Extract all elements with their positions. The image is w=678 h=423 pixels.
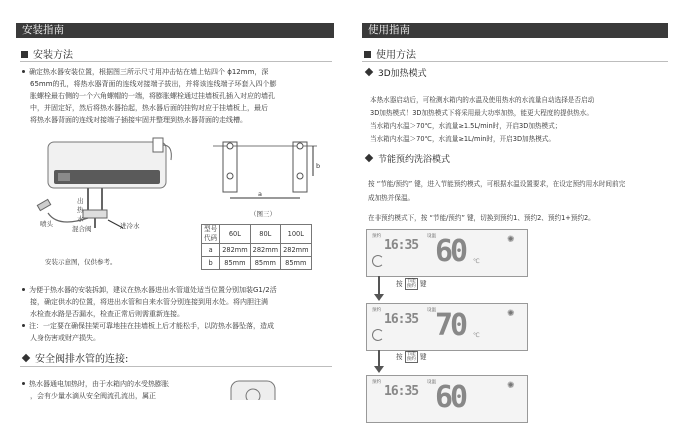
notes-line-2: 接，确定供水的位置，将进出水管和自来水管分别连接到用水处。将内胆注满 <box>30 298 268 306</box>
table-row <box>202 244 312 257</box>
install-line-5: 将热水器背面的连线对接端子插接牢固并整理到热水器背面的走线槽。 <box>30 116 247 124</box>
table-header-corner: 型号 代码 <box>202 225 220 244</box>
label-out: 出 <box>77 197 84 205</box>
label-hot: 热 <box>77 206 84 214</box>
notes-line-4: 注：一定要在确保挂架可靠地挂在挂墙板上后才能松手，以防热水器坠落，造成 <box>22 320 334 332</box>
install-section-title <box>21 46 73 61</box>
table-cell: 282mm <box>220 244 250 257</box>
heating-sun-icon: ✺ <box>507 309 515 319</box>
label-water: 水 <box>77 215 84 223</box>
press-key-instruction: 按 节能 预约 键 <box>396 352 427 362</box>
energy-line-2: 成加热并保温。 <box>368 194 415 202</box>
lcd-display-3 <box>366 375 528 423</box>
table-cell: 282mm <box>250 244 280 257</box>
diamond-bullet-icon <box>22 354 30 362</box>
dot-bullet-icon <box>22 70 25 73</box>
energy-mode-paragraph-2: 在非预约模式下，按 “节能/预约” 键，切换到预约1、预约2、预约1+预约2。 <box>368 214 595 222</box>
table-cell: 60L <box>220 225 250 244</box>
lcd-display-1 <box>366 229 528 277</box>
energy-reserve-key-icon: 节能 预约 <box>406 279 416 289</box>
lcd-display-2 <box>366 303 528 351</box>
mode-3d-line-2: 3D加热模式！3D加热模式下将采用最大功率加热，能更大程度的提供热水。 <box>370 109 593 117</box>
valve-line-1: 热水器通电加热时，由于水箱内的水受热膨胀 <box>22 378 202 390</box>
lcd-label-set-temp: 设温 <box>427 308 436 313</box>
table-row <box>202 225 312 244</box>
heating-sun-icon: ✺ <box>507 235 515 245</box>
divider <box>20 61 332 62</box>
install-line-3: 胀螺栓最右侧的一个六角螺帽的一端，将膨胀螺栓通过挂墙板孔插入对应的墙孔 <box>30 92 275 100</box>
mode-3d-title: 3D加热模式 <box>364 66 427 79</box>
square-bullet-icon <box>21 51 28 58</box>
flow-arrow-head-icon <box>374 366 384 373</box>
notes-paragraph <box>22 284 334 344</box>
dot-bullet-icon <box>22 324 25 327</box>
lcd-temperature: 60 <box>435 234 466 269</box>
lcd-clock: 16:35 <box>384 238 419 253</box>
mode-3d-line-4: 当水箱内水温＞70℃，水流量≥1L/min时，开启3D加热模式。 <box>370 135 555 143</box>
table-cell: 282mm <box>281 244 311 257</box>
figure-caption: （图三） <box>250 210 276 218</box>
left-page-header: 安装指南 <box>16 23 334 38</box>
notes-line-1: 为便于热水器的安装拆卸，建议在热水器进出水管道处适当位置分别加装G1/2活 <box>22 284 334 296</box>
mode-3d-paragraph <box>370 94 670 146</box>
table-cell: 85mm <box>220 257 250 270</box>
lcd-unit: ℃ <box>473 332 480 339</box>
valve-line-2: ，会有少量水滴从安全阀流孔流出，属正 <box>30 392 156 400</box>
dimension-a-label: a <box>258 190 262 198</box>
dimension-b-label: b <box>316 162 321 170</box>
install-line-1: 确定热水器安装位置，根据图三所示尺寸用冲击钻在墙上钻四个 ϕ12mm，深 <box>22 66 334 78</box>
divider <box>20 366 332 367</box>
lcd-temperature: 60 <box>435 380 466 415</box>
table-cell: 85mm <box>281 257 311 270</box>
lcd-unit: ℃ <box>473 258 480 265</box>
label-nozzle: 喷头 <box>40 220 53 228</box>
right-page-header: 使用指南 <box>362 23 668 38</box>
table-cell: a <box>202 244 220 257</box>
table-cell: 100L <box>281 225 311 244</box>
notes-line-3: 水检查水路是否漏水，检查正常后则需重新连接。 <box>30 310 184 318</box>
table-row <box>202 257 312 270</box>
lcd-label-reserve: 预约 <box>372 234 381 239</box>
valve-illustration <box>225 378 285 400</box>
install-paragraph <box>22 66 334 126</box>
lcd-clock: 16:35 <box>384 384 419 399</box>
lcd-label-reserve: 预约 <box>372 308 381 313</box>
dot-bullet-icon <box>22 382 25 385</box>
notes-line-5: 人身伤害或财产损失。 <box>30 334 100 342</box>
spec-table <box>201 224 312 270</box>
install-title-text: 安装方法 <box>33 50 73 61</box>
energy-mode-paragraph <box>368 177 673 205</box>
lcd-label-reserve: 预约 <box>372 380 381 385</box>
flow-arrow-line <box>378 276 380 296</box>
label-cold-in: 进冷水 <box>120 222 140 230</box>
power-ring-icon <box>372 329 384 341</box>
press-key-instruction: 按 节能 预约 键 <box>396 279 427 289</box>
heating-sun-icon: ✺ <box>507 381 515 391</box>
energy-mode-title: 节能预约洗浴模式 <box>364 152 450 165</box>
dot-bullet-icon <box>22 288 25 291</box>
diamond-bullet-icon <box>365 154 373 162</box>
energy-line-1: 按 “节能/预约” 键，进入节能预约模式，可根据水温设置要求，在设定预约用水时间前完 <box>368 180 626 188</box>
divider <box>362 61 668 62</box>
label-mix-valve: 混合阀 <box>72 225 92 233</box>
power-ring-icon <box>372 255 384 267</box>
energy-reserve-key-icon: 节能 预约 <box>406 352 416 362</box>
lcd-clock: 16:35 <box>384 312 419 327</box>
table-cell: b <box>202 257 220 270</box>
square-bullet-icon <box>364 51 371 58</box>
bracket-diagram <box>205 132 325 212</box>
installation-illustration <box>28 132 198 252</box>
valve-paragraph <box>22 378 202 402</box>
install-line-4: 中，并固定好，然后将热水器抬起，热水器后面的挂钩对应于挂墙板上，最后 <box>30 104 268 112</box>
table-cell: 80L <box>250 225 280 244</box>
diamond-bullet-icon <box>365 68 373 76</box>
flow-arrow-head-icon <box>374 294 384 301</box>
mode-3d-line-1: 本热水器启动后，可检测水箱内的水温及使用热水的水流量自动选择是否启动 <box>370 96 595 104</box>
table-cell: 85mm <box>250 257 280 270</box>
lcd-label-set-temp: 设温 <box>427 234 436 239</box>
usage-section-title: 使用方法 <box>364 46 416 61</box>
illustration-caption: 安装示意图，仅供参考。 <box>45 258 117 266</box>
mode-3d-line-3: 当水箱内水温＞70℃，水流量≥1.5L/min时，开启3D加热模式； <box>370 122 562 130</box>
install-line-2: 65mm的孔，将热水器背面的连线对接端子拔出，并将该连线端子环套入四个膨 <box>30 80 277 88</box>
lcd-temperature: 70 <box>435 308 466 343</box>
lcd-label-set-temp: 设温 <box>427 380 436 385</box>
valve-section-title: 安全阀排水管的连接: <box>21 350 128 365</box>
